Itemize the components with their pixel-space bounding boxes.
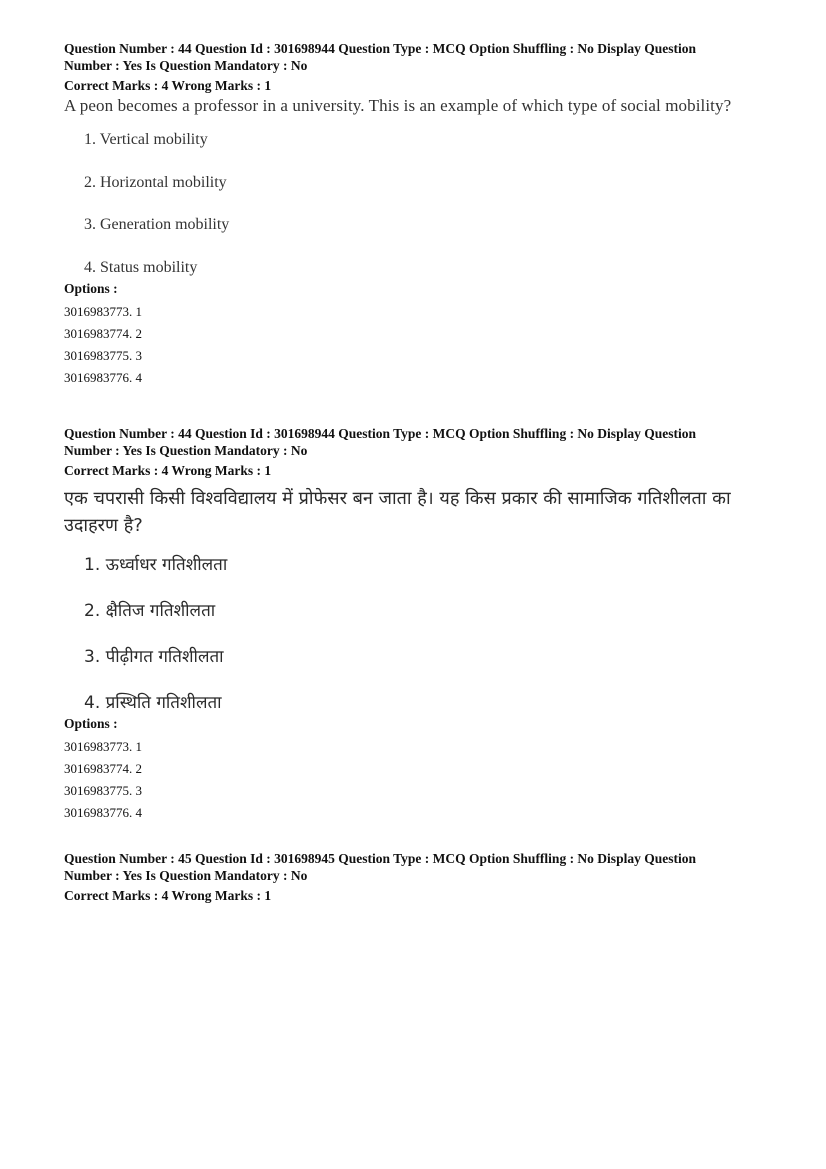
option-id-list <box>64 301 784 389</box>
question-choices <box>84 130 784 280</box>
option-id: 3016983775. 3 <box>64 347 142 363</box>
question-meta-line-2: Number : Yes Is Question Mandatory : No <box>64 443 308 458</box>
options-label: Options : <box>64 716 118 731</box>
options-label: Options : <box>64 280 118 296</box>
choice-1: 1. Vertical mobility <box>84 131 208 148</box>
question-meta-line-1: Question Number : 44 Question Id : 301698944 Question Type : MCQ Option Shuffling : No Display Question <box>64 41 696 56</box>
option-id: 3016983776. 4 <box>64 369 142 385</box>
question-meta <box>64 40 784 94</box>
choice-4: 4. प्रस्थिति गतिशीलता <box>84 693 222 713</box>
question-block-44-en <box>64 40 784 389</box>
choice-2: 2. क्षैतिज गतिशीलता <box>84 601 216 621</box>
option-id: 3016983773. 1 <box>64 303 142 319</box>
question-meta-line-2: Number : Yes Is Question Mandatory : No <box>64 868 308 883</box>
option-id: 3016983775. 3 <box>64 783 142 798</box>
question-marks: Correct Marks : 4 Wrong Marks : 1 <box>64 888 272 903</box>
question-block-44-hi <box>64 425 784 824</box>
choice-1: 1. ऊर्ध्वाधर गतिशीलता <box>84 555 228 575</box>
option-id: 3016983774. 2 <box>64 761 142 776</box>
question-meta-line-1: Question Number : 44 Question Id : 301698944 Question Type : MCQ Option Shuffling : No Display Question <box>64 426 696 441</box>
choice-2: 2. Horizontal mobility <box>84 173 227 191</box>
option-id: 3016983774. 2 <box>64 325 142 341</box>
option-id: 3016983776. 4 <box>64 805 142 820</box>
question-choices <box>84 553 784 715</box>
option-id-list <box>64 736 784 824</box>
question-marks: Correct Marks : 4 Wrong Marks : 1 <box>64 78 272 93</box>
choice-4: 4. Status mobility <box>84 258 198 276</box>
question-meta-line-1: Question Number : 45 Question Id : 301698945 Question Type : MCQ Option Shuffling : No Display Question <box>64 851 696 866</box>
question-meta <box>64 850 784 904</box>
question-block-45 <box>64 850 784 904</box>
question-meta <box>64 425 784 479</box>
choice-3: 3. Generation mobility <box>84 216 230 233</box>
question-marks: Correct Marks : 4 Wrong Marks : 1 <box>64 463 272 478</box>
question-text: A peon becomes a professor in a university. This is an example of which type of social mobility? <box>64 96 732 115</box>
question-text: एक चपरासी किसी विश्वविद्यालय में प्रोफेसर बन जाता है। यह किस प्रकार की सामाजिक गतिशीलता का उदाहरण है? <box>64 488 731 536</box>
choice-3: 3. पीढ़ीगत गतिशीलता <box>84 647 224 667</box>
option-id: 3016983773. 1 <box>64 739 142 754</box>
question-meta-line-2: Number : Yes Is Question Mandatory : No <box>64 58 308 73</box>
